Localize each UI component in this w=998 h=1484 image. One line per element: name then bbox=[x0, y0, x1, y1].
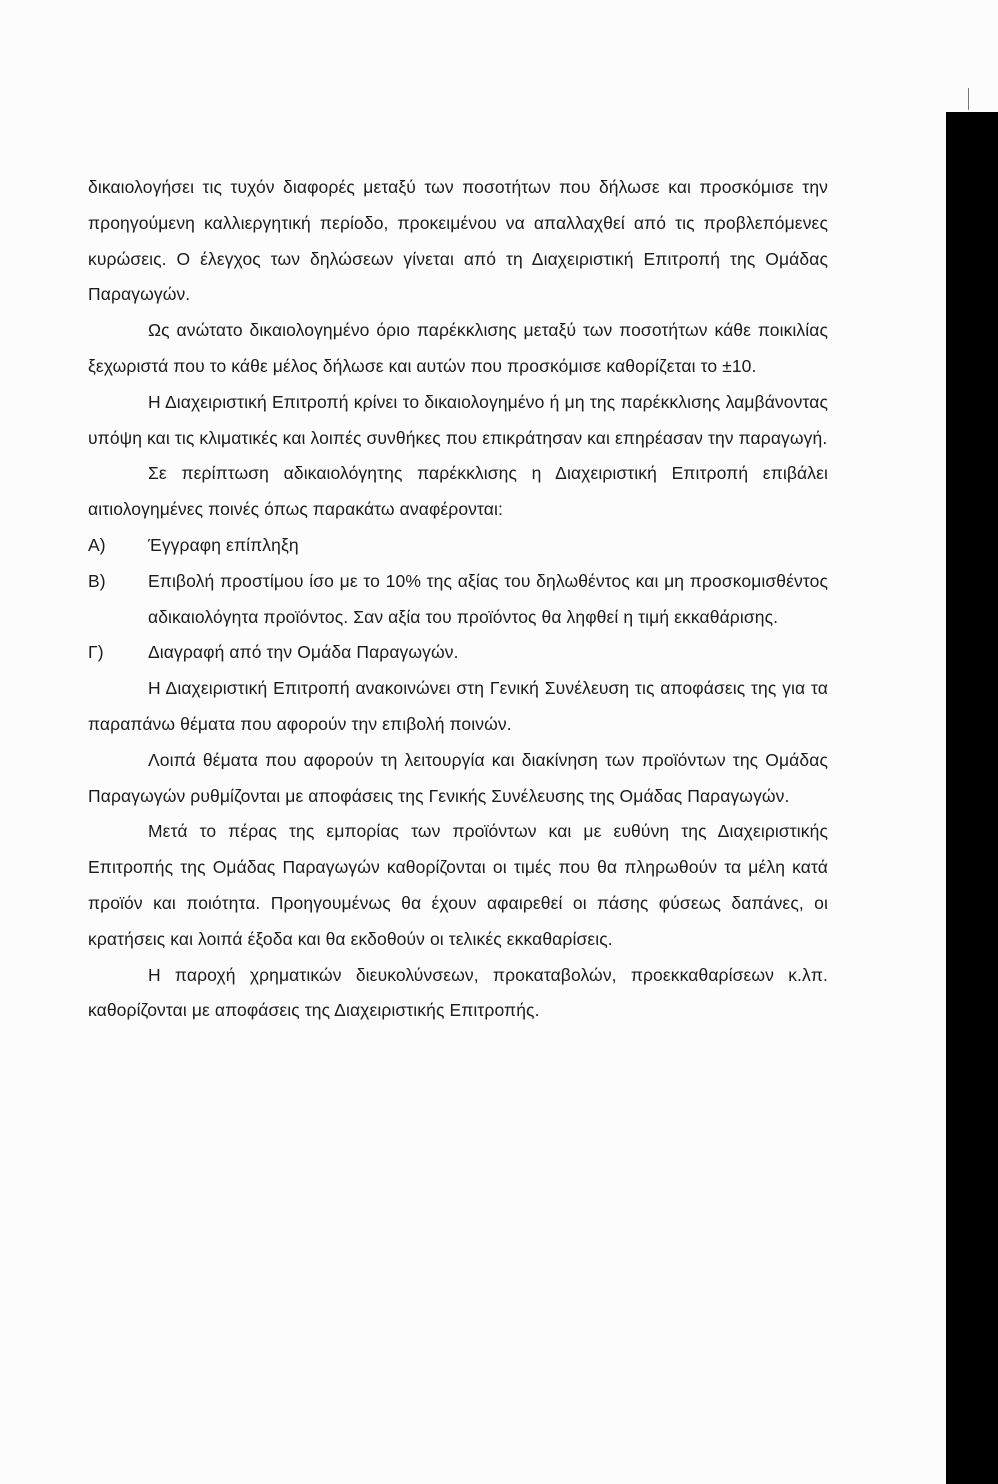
paragraph-advances: Η παροχή χρηματικών διευκολύνσεων, προκαταβολών, προεκκαθαρίσεων κ.λπ. καθορίζονται με αποφάσεις της Διαχειριστικής Επιτροπής. bbox=[88, 964, 828, 1021]
penalty-item bbox=[88, 564, 828, 636]
penalty-letter: Α) bbox=[88, 534, 106, 555]
scan-edge bbox=[946, 0, 998, 112]
document-body bbox=[88, 170, 828, 1029]
penalty-item bbox=[88, 635, 828, 671]
penalty-text: Διαγραφή από την Ομάδα Παραγωγών. bbox=[148, 642, 459, 663]
penalty-letter: Β) bbox=[88, 570, 106, 591]
scan-edge-mark bbox=[968, 88, 969, 110]
penalty-item bbox=[88, 528, 828, 564]
paragraph-penalties-intro: Σε περίπτωση αδικαιολόγητης παρέκκλισης η Διαχειριστική Επιτροπή επιβάλει αιτιολογημένες ποινές όπως παρακάτω αναφέρονται: bbox=[88, 463, 828, 520]
paragraph-committee-judgement: Η Διαχειριστική Επιτροπή κρίνει το δικαιολογημένο ή μη της παρέκκλισης λαμβάνοντας υπόψη και τις κλιματικές και λοιπές συνθήκες που επικράτησαν και επηρέασαν την παραγωγή. bbox=[88, 391, 828, 448]
penalty-text: Επιβολή προστίμου ίσο με το 10% της αξίας του δηλωθέντος και μη προσκομισθέντος αδικαιολόγητα προϊόντος. Σαν αξία του προϊόντος θα ληφθεί η τιμή εκκαθάρισης. bbox=[148, 570, 828, 627]
paragraph-continuation: δικαιολογήσει τις τυχόν διαφορές μεταξύ των ποσοτήτων που δήλωσε και προσκόμισε την προηγούμενη καλλιεργητική περίοδο, προκειμένου να απαλλαχθεί από τις προβλεπόμενες κυρώσεις. Ο έλεγχος των δηλώσεων γίνεται από τη Διαχειριστική Επιτροπή της Ομάδας Παραγωγών. bbox=[88, 177, 828, 305]
paragraph-other-matters: Λοιπά θέματα που αφορούν τη λειτουργία και διακίνηση των προϊόντων της Ομάδας Παραγωγών ρυθμίζονται με αποφάσεις της Γενικής Συνέλευσης της Ομάδας Παραγωγών. bbox=[88, 749, 828, 806]
penalty-letter: Γ) bbox=[88, 642, 104, 663]
paragraph-deviation-limit: Ως ανώτατο δικαιολογημένο όριο παρέκκλισης μεταξύ των ποσοτήτων κάθε ποικιλίας ξεχωριστά που το κάθε μέλος δήλωσε και αυτών που προσκόμισε καθορίζεται το ±10. bbox=[88, 320, 828, 376]
paragraph-general-assembly: Η Διαχειριστική Επιτροπή ανακοινώνει στη Γενική Συνέλευση τις αποφάσεις της για τα παραπάνω θέματα που αφορούν την επιβολή ποινών. bbox=[88, 678, 828, 734]
paragraph-prices: Μετά το πέρας της εμπορίας των προϊόντων και με ευθύνη της Διαχειριστικής Επιτροπής της Ομάδας Παραγωγών καθορίζονται οι τιμές που θα πληρωθούν τα μέλη κατά προϊόν και ποιότητα. Προηγουμένως θα έχουν αφαιρεθεί οι πάσης φύσεως δαπάνες, οι κρατήσεις και λοιπά έξοδα και θα εκδοθούν οι τελικές εκκαθαρίσεις. bbox=[88, 821, 828, 949]
penalty-text: Έγγραφη επίπληξη bbox=[148, 534, 299, 555]
